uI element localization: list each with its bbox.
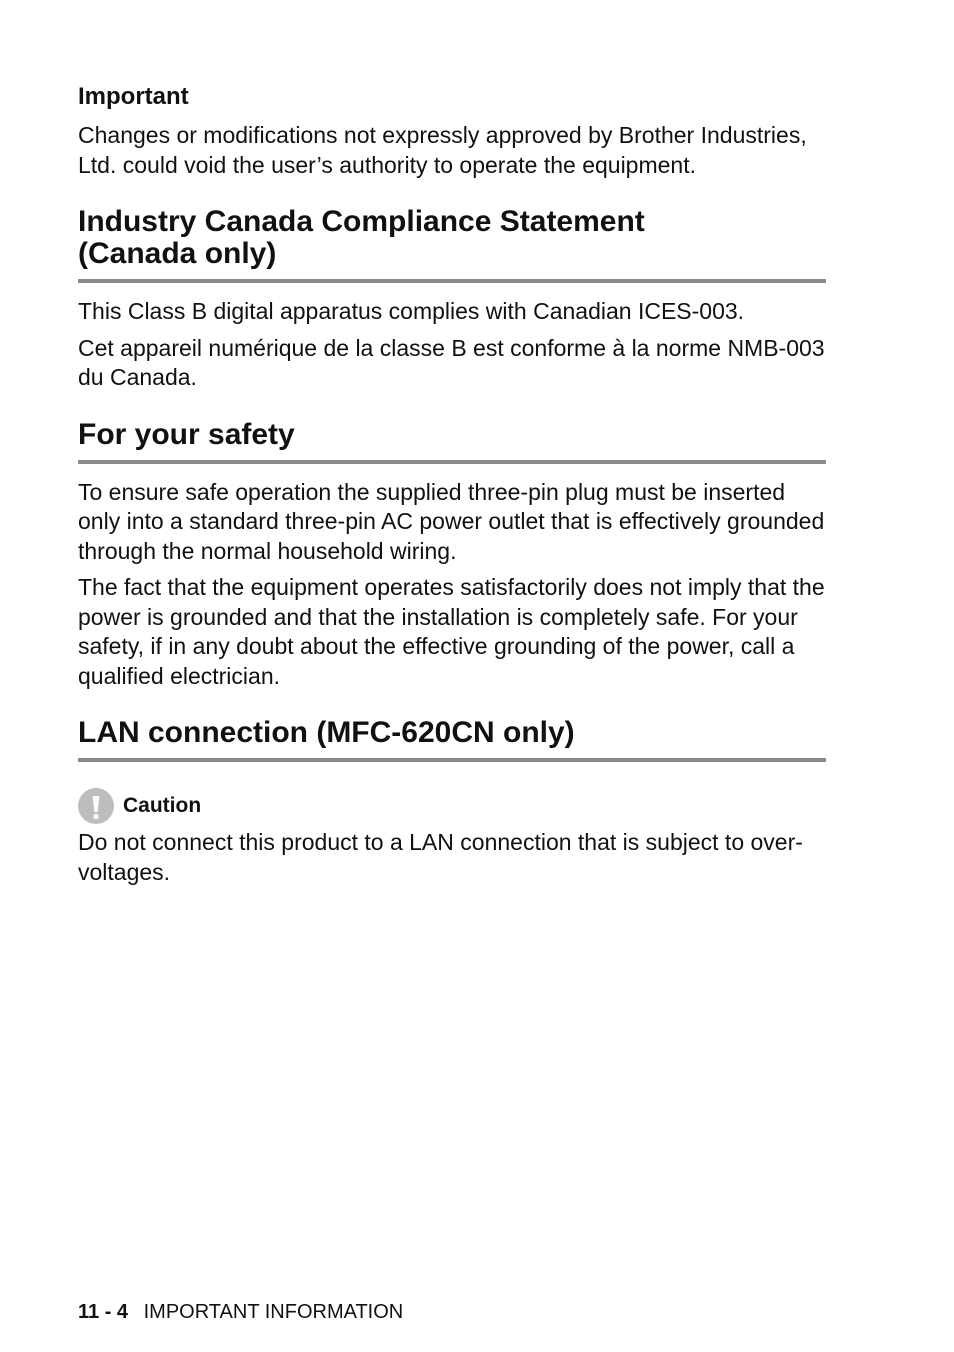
page-footer xyxy=(78,1300,403,1324)
industry-canada-para-english: This Class B digital apparatus complies with Canadian ICES-003. xyxy=(78,298,745,324)
industry-canada-title xyxy=(78,206,826,283)
industry-canada-title-line1: Industry Canada Compliance Statement xyxy=(78,205,645,238)
caution-row xyxy=(78,788,826,824)
industry-canada-section xyxy=(78,206,826,393)
lan-title: LAN connection (MFC-620CN only) xyxy=(78,717,826,762)
important-heading: Important xyxy=(78,83,189,110)
safety-title: For your safety xyxy=(78,419,826,464)
safety-section xyxy=(78,419,826,692)
lan-caution-text: Do not connect this product to a LAN connection that is subject to over-voltages. xyxy=(78,829,803,885)
important-block xyxy=(78,81,826,180)
industry-canada-body xyxy=(78,297,826,393)
industry-canada-title-line2: (Canada only) xyxy=(78,237,277,270)
lan-section xyxy=(78,717,826,887)
safety-body xyxy=(78,478,826,692)
important-text: Changes or modifications not expressly approved by Brother Industries, Ltd. could void the user’s authority to operate the equipment. xyxy=(78,122,807,178)
caution-label: Caution xyxy=(123,794,202,817)
page-content xyxy=(78,81,826,887)
footer-page-number: 11 - 4 xyxy=(78,1301,129,1323)
safety-para-grounding: The fact that the equipment operates satisfactorily does not imply that the power is grounded and that the installation is completely safe. For your safety, if in any doubt about the effective grounding of the power, call a qualified electrician. xyxy=(78,574,825,689)
safety-para-plug: To ensure safe operation the supplied three-pin plug must be inserted only into a standard three-pin AC power outlet that is effectively grounded through the normal household wiring. xyxy=(78,478,825,564)
exclamation-icon xyxy=(78,788,114,824)
industry-canada-para-french: Cet appareil numérique de la classe B est conforme à la norme NMB-003 du Canada. xyxy=(78,334,825,390)
footer-chapter-title: IMPORTANT INFORMATION xyxy=(143,1301,404,1323)
